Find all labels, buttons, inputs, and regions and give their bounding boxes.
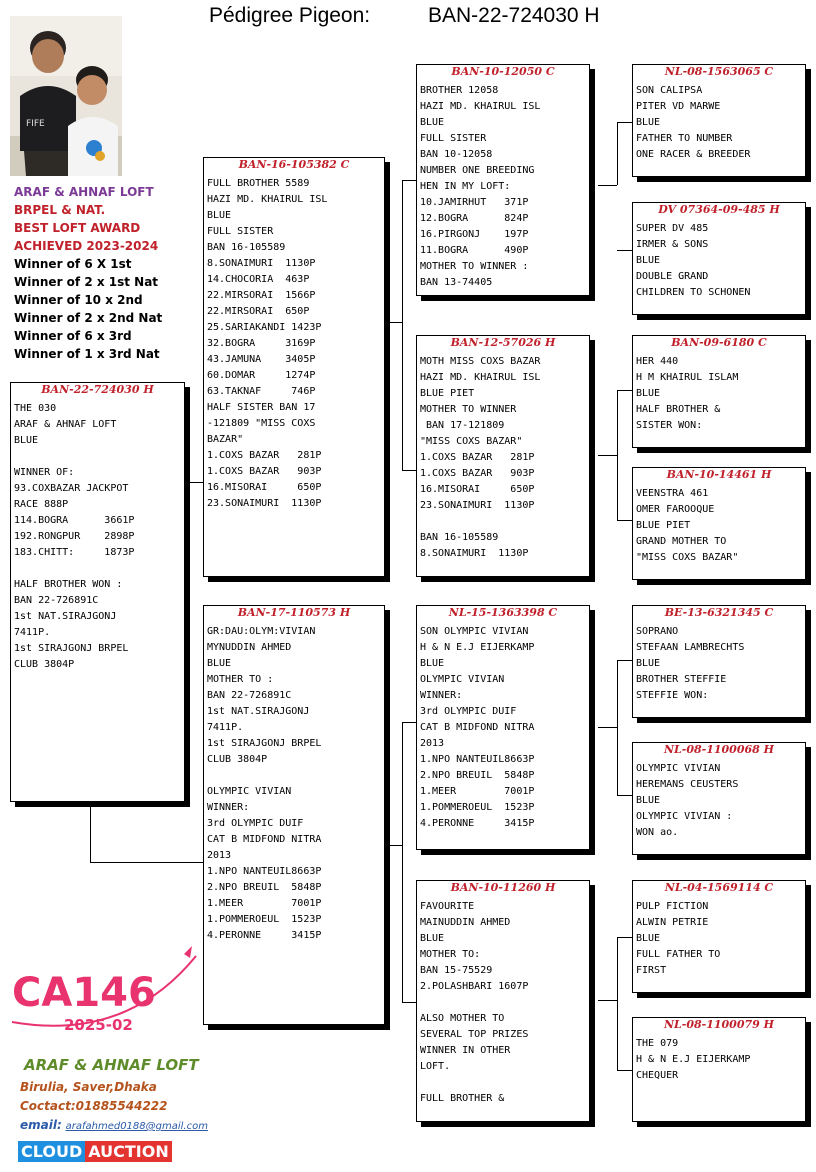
pedigree-line: 1st NAT.SIRAJGONJ — [207, 706, 310, 717]
pedigree-line: GRAND MOTHER TO — [636, 536, 727, 547]
connector-line — [402, 180, 416, 181]
pedigree-line: BAN 22-726891C — [207, 690, 292, 701]
pedigree-line: OLYMPIC VIVIAN — [636, 763, 721, 774]
pedigree-line: 7411P. — [14, 627, 51, 638]
pedigree-line: H & N E.J EIJERKAMP — [636, 1054, 751, 1065]
pedigree-line: BLUE — [636, 117, 661, 128]
connector-line — [617, 937, 632, 938]
pedigree-line: FULL FATHER TO — [636, 949, 721, 960]
pedigree-line: H M KHAIRUL ISLAM — [636, 372, 739, 383]
pedigree-line: 1st SIRAJGONJ BRPEL — [14, 643, 129, 654]
pedigree-line: HER 440 — [636, 356, 679, 367]
pedigree-line — [420, 514, 589, 530]
pedigree-line: 1.COXS BAZAR 903P — [420, 468, 535, 479]
pedigree-line: 1.COXS BAZAR 281P — [207, 450, 322, 461]
connector-line — [617, 390, 618, 520]
pedigree-line: 3rd OLYMPIC DUIF — [207, 818, 304, 829]
connector-line — [598, 455, 617, 456]
pedigree-line: 23.SONAIMURI 1130P — [207, 498, 322, 509]
pedigree-line: LOFT. — [420, 1061, 451, 1072]
pedigree-line: VEENSTRA 461 — [636, 488, 709, 499]
pigeon-card-dam-sire — [416, 605, 590, 850]
pedigree-line: BROTHER 12058 — [420, 85, 499, 96]
pedigree-line: 14.CHOCORIA 463P — [207, 274, 310, 285]
pigeon-card-dam-sire-sire — [632, 605, 806, 718]
pedigree-line: 1.COXS BAZAR 281P — [420, 452, 535, 463]
pedigree-line: IRMER & SONS — [636, 239, 709, 250]
pedigree-line: BLUE PIET — [636, 520, 691, 531]
pedigree-line: SOPRANO — [636, 626, 679, 637]
ring-number: NL-04-1569114 C — [664, 881, 774, 894]
pigeon-card-main — [10, 382, 185, 802]
pedigree-line: OLYMPIC VIVIAN — [420, 674, 505, 685]
pedigree-line: 60.DOMAR 1274P — [207, 370, 316, 381]
pedigree-line: CHILDREN TO SCHONEN — [636, 287, 751, 298]
pedigree-line: 8.SONAIMURI 1130P — [420, 548, 529, 559]
pedigree-line: 1.MEER 7001P — [207, 898, 322, 909]
pedigree-line: MOTHER TO: — [420, 949, 481, 960]
pedigree-line: FULL SISTER — [420, 133, 487, 144]
pedigree-line — [420, 1075, 589, 1091]
connector-line — [617, 520, 632, 521]
connector-line — [598, 727, 617, 728]
pedigree-line: ALWIN PETRIE — [636, 917, 709, 928]
pedigree-line: CAT B MIDFOND NITRA — [420, 722, 535, 733]
pedigree-line: 1.NPO NANTEUIL8663P — [207, 866, 322, 877]
pedigree-line: HEN IN MY LOFT: — [420, 181, 511, 192]
brand-auction: AUCTION — [85, 1141, 171, 1162]
pedigree-line: FULL BROTHER 5589 — [207, 178, 310, 189]
pedigree-line: STEFFIE WON: — [636, 690, 709, 701]
pedigree-line: HAZI MD. KHAIRUL ISL — [420, 101, 541, 112]
connector-line — [598, 1000, 617, 1001]
pedigree-line: BLUE — [420, 658, 445, 669]
connector-line — [402, 722, 416, 723]
pedigree-line: SON OLYMPIC VIVIAN — [420, 626, 529, 637]
pedigree-line: 12.BOGRA 824P — [420, 213, 529, 224]
pedigree-line: MOTHER TO WINNER : — [420, 261, 529, 272]
pigeon-card-sire-dam-sire — [632, 335, 806, 448]
pedigree-line: SUPER DV 485 — [636, 223, 709, 234]
pedigree-line: "MISS COXS BAZAR" — [636, 552, 739, 563]
pigeon-card-sire-sire-sire — [632, 64, 806, 177]
loft-info-line: Winner of 10 x 2nd — [14, 293, 143, 307]
pedigree-line: BLUE — [14, 435, 39, 446]
title-ring-number: BAN-22-724030 H — [428, 4, 600, 27]
pedigree-line: 93.COXBAZAR JACKPOT — [14, 483, 129, 494]
pedigree-line: MOTHER TO : — [207, 674, 274, 685]
pedigree-line: SEVERAL TOP PRIZES — [420, 1029, 529, 1040]
pedigree-line: "MISS COXS BAZAR" — [420, 436, 523, 447]
pigeon-card-dam-dam-dam — [632, 1017, 806, 1122]
pedigree-line: FULL SISTER — [207, 226, 274, 237]
pedigree-line: 16.MISORAI 650P — [207, 482, 322, 493]
ring-number: DV 07364-09-485 H — [658, 203, 780, 216]
page-title — [0, 4, 816, 30]
pedigree-line: 1.POMMEROEUL 1523P — [420, 802, 535, 813]
email-link[interactable]: arafahmed0188@gmail.com — [65, 1121, 208, 1132]
loft-info-line: ACHIEVED 2023-2024 — [14, 239, 159, 253]
ring-number: BAN-10-12050 C — [451, 65, 555, 78]
pedigree-line: PULP FICTION — [636, 901, 709, 912]
pedigree-line: RACE 888P — [14, 499, 69, 510]
pedigree-line: 7411P. — [207, 722, 244, 733]
pigeon-card-sire-dam-dam — [632, 467, 806, 580]
connector-line — [385, 845, 402, 846]
connector-line — [90, 862, 203, 863]
pedigree-line: HALF SISTER BAN 17 — [207, 402, 316, 413]
pigeon-card-dam-sire-dam — [632, 742, 806, 855]
pedigree-line: FATHER TO NUMBER — [636, 133, 733, 144]
pigeon-card-sire — [203, 157, 385, 577]
pedigree-line: SON CALIPSA — [636, 85, 703, 96]
pedigree-line: 63.TAKNAF 746P — [207, 386, 316, 397]
pigeon-card-sire-dam — [416, 335, 590, 577]
pedigree-line: BAN 16-105589 — [420, 532, 499, 543]
pedigree-line: BLUE — [207, 658, 232, 669]
pedigree-line: BAN 22-726891C — [14, 595, 99, 606]
pedigree-line: 4.PERONNE 3415P — [420, 818, 535, 829]
ring-number: BAN-10-11260 H — [450, 881, 556, 894]
pedigree-line: 43.JAMUNA 3405P — [207, 354, 316, 365]
ring-number: NL-08-1563065 C — [664, 65, 774, 78]
connector-line — [90, 802, 91, 862]
pedigree-line: 10.JAMIRHUT 371P — [420, 197, 529, 208]
email-label: email: — [20, 1118, 62, 1132]
pedigree-line: CHEQUER — [636, 1070, 679, 1081]
cloud-auction-logo — [18, 1141, 172, 1162]
pedigree-line: WINNER OF: — [14, 467, 75, 478]
pedigree-line: CLUB 3804P — [14, 659, 75, 670]
connector-line — [617, 795, 632, 796]
pedigree-line: FAVOURITE — [420, 901, 475, 912]
pedigree-line: SISTER WON: — [636, 420, 703, 431]
pedigree-line: ARAF & AHNAF LOFT — [14, 419, 117, 430]
connector-line — [617, 390, 632, 391]
pedigree-line: 192.RONGPUR 2898P — [14, 531, 135, 542]
ca146-logo — [6, 944, 206, 1044]
pedigree-line: BLUE — [207, 210, 232, 221]
connector-line — [617, 937, 618, 1070]
connector-line — [402, 722, 403, 1002]
connector-line — [617, 660, 618, 795]
pedigree-line: 1.COXS BAZAR 903P — [207, 466, 322, 477]
pedigree-line: 32.BOGRA 3169P — [207, 338, 316, 349]
pedigree-line: BAN 16-105589 — [207, 242, 286, 253]
footer-address: Birulia, Saver,Dhaka — [20, 1080, 157, 1094]
loft-info-line: Winner of 1 x 3rd Nat — [14, 347, 160, 361]
pedigree-line: 2.NPO BREUIL 5848P — [207, 882, 322, 893]
pigeon-card-dam — [203, 605, 385, 1025]
pedigree-line: BLUE PIET — [420, 388, 475, 399]
pedigree-line: 1.MEER 7001P — [420, 786, 535, 797]
pedigree-line: 3rd OLYMPIC DUIF — [420, 706, 517, 717]
pedigree-line: CLUB 3804P — [207, 754, 268, 765]
pedigree-line: OLYMPIC VIVIAN — [207, 786, 292, 797]
connector-line — [598, 185, 617, 186]
connector-line — [617, 122, 632, 123]
pedigree-line: 2013 — [420, 738, 445, 749]
pedigree-line: OLYMPIC VIVIAN : — [636, 811, 733, 822]
footer-loft-name: ARAF & AHNAF LOFT — [24, 1056, 199, 1074]
connector-line — [617, 660, 632, 661]
pedigree-line: ALSO MOTHER TO — [420, 1013, 505, 1024]
ring-number: BAN-12-57026 H — [450, 336, 556, 349]
badge-date: 2025-02 — [64, 1016, 133, 1034]
pedigree-line: BROTHER STEFFIE — [636, 674, 727, 685]
pedigree-line: MAINUDDIN AHMED — [420, 917, 511, 928]
pedigree-line: OMER FAROOQUE — [636, 504, 715, 515]
ring-number: NL-08-1100068 H — [663, 743, 775, 756]
pedigree-line: WINNER IN OTHER — [420, 1045, 511, 1056]
svg-text:FIFE: FIFE — [26, 119, 45, 129]
ring-number: BAN-10-14461 H — [666, 468, 772, 481]
loft-info-line: BEST LOFT AWARD — [14, 221, 141, 235]
pedigree-line: 1.POMMEROEUL 1523P — [207, 914, 322, 925]
loft-info-line: ARAF & AHNAF LOFT — [14, 185, 154, 199]
loft-info-line: Winner of 6 x 3rd — [14, 329, 132, 343]
pedigree-line: HEREMANS CEUSTERS — [636, 779, 739, 790]
pedigree-line: 11.BOGRA 490P — [420, 245, 529, 256]
connector-line — [617, 122, 618, 185]
pedigree-line: GR:DAU:OLYM:VIVIAN — [207, 626, 316, 637]
ring-number: NL-08-1100079 H — [663, 1018, 775, 1031]
ring-number: BAN-16-105382 C — [238, 158, 350, 171]
pedigree-line: WINNER: — [207, 802, 250, 813]
pedigree-line: 16.PIRGONJ 197P — [420, 229, 529, 240]
pedigree-line: PITER VD MARWE — [636, 101, 721, 112]
pedigree-line: BAN 15-75529 — [420, 965, 493, 976]
pedigree-line: CAT B MIDFOND NITRA — [207, 834, 322, 845]
pedigree-line: THE 079 — [636, 1038, 679, 1049]
pedigree-line: BLUE — [636, 933, 661, 944]
pedigree-line — [14, 449, 184, 465]
pedigree-line: BAN 10-12058 — [420, 149, 493, 160]
pedigree-line: 2.NPO BREUIL 5848P — [420, 770, 535, 781]
loft-info-line: Winner of 2 x 2nd Nat — [14, 311, 163, 325]
ring-number: BE-13-6321345 C — [664, 606, 774, 619]
pedigree-line: HALF BROTHER WON : — [14, 579, 123, 590]
pedigree-line: 22.MIRSORAI 650P — [207, 306, 310, 317]
pedigree-line: 2.POLASHBARI 1607P — [420, 981, 529, 992]
loft-info-line: BRPEL & NAT. — [14, 203, 106, 217]
pedigree-line: HAZI MD. KHAIRUL ISL — [420, 372, 541, 383]
footer-contact: Coctact:01885544222 — [20, 1099, 168, 1113]
pedigree-line — [14, 561, 184, 577]
pedigree-line: -121809 "MISS COXS — [207, 418, 316, 429]
pedigree-line — [207, 768, 384, 784]
loft-info-line: Winner of 2 x 1st Nat — [14, 275, 159, 289]
pedigree-line: MOTHER TO WINNER — [420, 404, 517, 415]
pedigree-line: THE 030 — [14, 403, 57, 414]
pedigree-line: HAZI MD. KHAIRUL ISL — [207, 194, 328, 205]
pedigree-line: H & N E.J EIJERKAMP — [420, 642, 535, 653]
pedigree-line: BAN 17-121809 — [420, 420, 505, 431]
connector-line — [402, 470, 416, 471]
pedigree-line: 1st SIRAJGONJ BRPEL — [207, 738, 322, 749]
pigeon-card-dam-dam-sire — [632, 880, 806, 993]
pigeon-card-sire-sire-dam — [632, 202, 806, 315]
pedigree-line: BLUE — [636, 795, 661, 806]
pedigree-line — [420, 995, 589, 1011]
pigeon-card-dam-dam — [416, 880, 590, 1122]
title-label: Pédigree Pigeon: — [209, 4, 371, 27]
connector-line — [402, 1002, 416, 1003]
pedigree-line: ONE RACER & BREEDER — [636, 149, 751, 160]
pedigree-line: BLUE — [636, 255, 661, 266]
pedigree-line: DOUBLE GRAND — [636, 271, 709, 282]
ring-number: NL-15-1363398 C — [448, 606, 558, 619]
connector-line — [402, 180, 403, 470]
connector-line — [385, 322, 402, 323]
pedigree-line: BLUE — [420, 117, 445, 128]
pedigree-line: BAN 13-74405 — [420, 277, 493, 288]
pedigree-line: 114.BOGRA 3661P — [14, 515, 135, 526]
pedigree-line: FULL BROTHER & — [420, 1093, 505, 1104]
pedigree-line: BLUE — [636, 658, 661, 669]
connector-line — [617, 250, 632, 251]
ring-number: BAN-17-110573 H — [237, 606, 351, 619]
ring-number: BAN-09-6180 C — [671, 336, 767, 349]
pedigree-line: BLUE — [636, 388, 661, 399]
pedigree-line: 4.PERONNE 3415P — [207, 930, 322, 941]
loft-info-line: Winner of 6 X 1st — [14, 257, 132, 271]
connector-line — [617, 1070, 632, 1071]
pedigree-line: STEFAAN LAMBRECHTS — [636, 642, 745, 653]
pedigree-line: MYNUDDIN AHMED — [207, 642, 292, 653]
pedigree-line: 183.CHITT: 1873P — [14, 547, 135, 558]
pedigree-line: 2013 — [207, 850, 232, 861]
connector-line — [185, 482, 203, 483]
pedigree-line: 25.SARIAKANDI 1423P — [207, 322, 322, 333]
pedigree-line: MOTH MISS COXS BAZAR — [420, 356, 541, 367]
loft-photo — [10, 16, 122, 176]
pedigree-line: FIRST — [636, 965, 667, 976]
pedigree-line: 1.NPO NANTEUIL8663P — [420, 754, 535, 765]
pigeon-card-sire-sire — [416, 64, 590, 296]
pedigree-line: 22.MIRSORAI 1566P — [207, 290, 316, 301]
brand-cloud: CLOUD — [18, 1141, 85, 1162]
pedigree-line: 23.SONAIMURI 1130P — [420, 500, 535, 511]
badge-name: CA146 — [12, 970, 156, 1016]
pedigree-line: BLUE — [420, 933, 445, 944]
footer-email — [20, 1118, 208, 1132]
ring-number: BAN-22-724030 H — [41, 383, 154, 396]
pedigree-line: BAZAR" — [207, 434, 244, 445]
pedigree-line: 1st NAT.SIRAJGONJ — [14, 611, 117, 622]
pedigree-line: 16.MISORAI 650P — [420, 484, 535, 495]
pedigree-line: NUMBER ONE BREEDING — [420, 165, 535, 176]
pedigree-line: WINNER: — [420, 690, 463, 701]
pedigree-line: HALF BROTHER & — [636, 404, 721, 415]
pedigree-line: WON ao. — [636, 827, 679, 838]
pedigree-line: 8.SONAIMURI 1130P — [207, 258, 316, 269]
